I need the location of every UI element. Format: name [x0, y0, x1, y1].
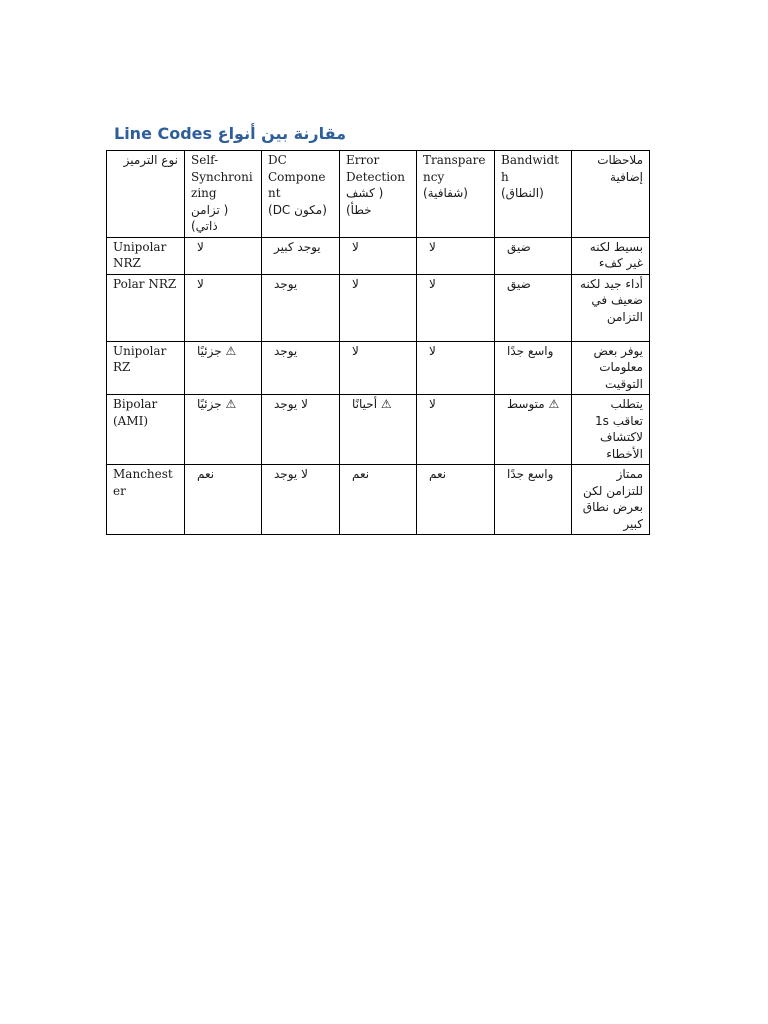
cell-self-sync: نعم	[185, 465, 262, 535]
cell-transparency: لا	[417, 237, 495, 274]
table-row	[107, 395, 650, 465]
cell-dc-component: لا يوجد	[262, 465, 340, 535]
cell-error-detection: لا	[340, 341, 417, 395]
cell-notes: بسيط لكنه غير كفء	[572, 237, 650, 274]
header-cell-encoding-type: نوع الترميز	[107, 151, 185, 238]
line-codes-comparison-table	[106, 150, 650, 535]
header-cell-bandwidth: Bandwidth (النطاق)	[495, 151, 572, 238]
cell-notes: يوفر بعض معلومات التوقيت	[572, 341, 650, 395]
cell-transparency: لا	[417, 274, 495, 341]
table-row	[107, 465, 650, 535]
table-row	[107, 274, 650, 341]
cell-error-detection: ⚠ أحيانًا	[340, 395, 417, 465]
cell-notes: ممتاز للتزامن لكن بعرض نطاق كبير	[572, 465, 650, 535]
table-row	[107, 341, 650, 395]
table-header-row	[107, 151, 650, 238]
cell-encoding-type: Manchester	[107, 465, 185, 535]
cell-encoding-type: Unipolar NRZ	[107, 237, 185, 274]
cell-self-sync: ⚠ جزئيًا	[185, 395, 262, 465]
cell-dc-component: لا يوجد	[262, 395, 340, 465]
header-cell-transparency: Transparency (شفافية)	[417, 151, 495, 238]
header-cell-notes: ملاحظات إضافية	[572, 151, 650, 238]
page-title: مقارنة بين أنواع Line Codes	[114, 124, 346, 143]
cell-bandwidth: ⚠ متوسط	[495, 395, 572, 465]
cell-transparency: لا	[417, 341, 495, 395]
cell-self-sync: ⚠ جزئيًا	[185, 341, 262, 395]
cell-error-detection: لا	[340, 274, 417, 341]
cell-self-sync: لا	[185, 274, 262, 341]
cell-dc-component: يوجد	[262, 274, 340, 341]
cell-dc-component: يوجد كبير	[262, 237, 340, 274]
header-cell-self-sync: Self-Synchronizing ( تزامن ذاتي)	[185, 151, 262, 238]
cell-notes: يتطلب تعاقب 1s لاكتشاف الأخطاء	[572, 395, 650, 465]
header-cell-error-detection: Error Detection ( كشف خطأ)	[340, 151, 417, 238]
cell-encoding-type: Polar NRZ	[107, 274, 185, 341]
header-cell-dc-component: DC Component (مكون DC)	[262, 151, 340, 238]
table-row	[107, 237, 650, 274]
cell-transparency: نعم	[417, 465, 495, 535]
cell-encoding-type: Unipolar RZ	[107, 341, 185, 395]
cell-notes: أداء جيد لكنه ضعيف في التزامن	[572, 274, 650, 341]
cell-error-detection: نعم	[340, 465, 417, 535]
cell-encoding-type: Bipolar (AMI)	[107, 395, 185, 465]
cell-bandwidth: واسع جدًا	[495, 465, 572, 535]
cell-bandwidth: ضيق	[495, 274, 572, 341]
cell-transparency: لا	[417, 395, 495, 465]
cell-dc-component: يوجد	[262, 341, 340, 395]
cell-bandwidth: ضيق	[495, 237, 572, 274]
cell-self-sync: لا	[185, 237, 262, 274]
cell-error-detection: لا	[340, 237, 417, 274]
cell-bandwidth: واسع جدًا	[495, 341, 572, 395]
